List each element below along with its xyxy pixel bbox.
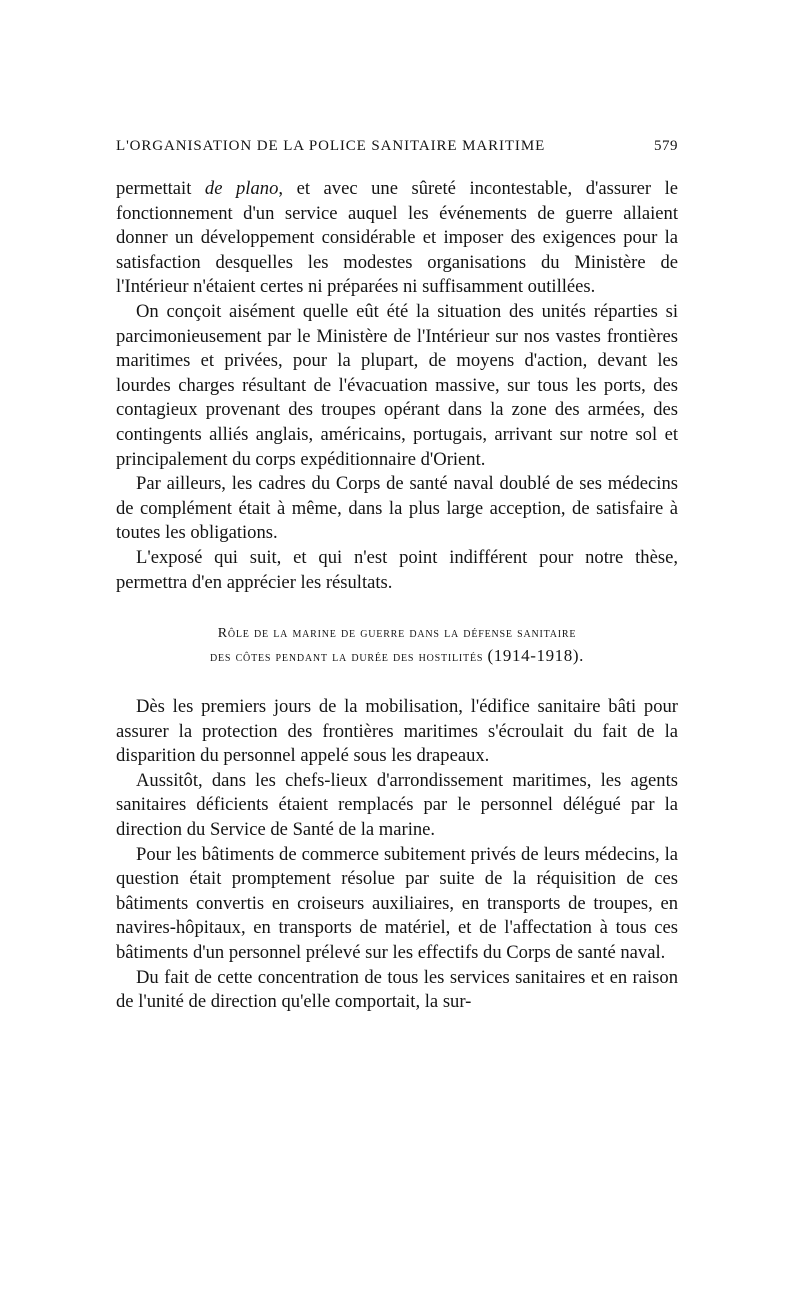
section-heading-years: (1914-1918). xyxy=(487,646,584,666)
section-heading-line-2 xyxy=(116,645,678,669)
paragraph: Aussitôt, dans les chefs-lieux d'arrondissement maritimes, les agents sanitaires déficients étaient remplacés par le personnel délégué par la direction du Service de Santé de la marine. xyxy=(116,769,678,841)
page-number: 579 xyxy=(654,138,678,154)
paragraph xyxy=(116,177,678,300)
running-head-title: L'ORGANISATION DE LA POLICE SANITAIRE MARITIME xyxy=(116,138,546,154)
body-text-before xyxy=(116,177,678,595)
paragraph: Dès les premiers jours de la mobilisation, l'édifice sanitaire bâti pour assurer la protection des frontières maritimes s'écroulait du fait de la disparition du personnel appelé sous les drapeaux. xyxy=(116,696,678,767)
paragraph-lead: permettait xyxy=(116,178,205,199)
running-head xyxy=(116,138,678,155)
body-text-after xyxy=(116,695,678,1015)
section-heading-text: des côtes pendant la durée des hostilités xyxy=(210,650,488,666)
book-page xyxy=(116,138,678,1015)
paragraph: Par ailleurs, les cadres du Corps de santé naval doublé de ses médecins de complément était à même, dans la plus large acception, de satisfaire à toutes les obligations. xyxy=(116,473,678,544)
section-heading-line-1: Rôle de la marine de guerre dans la défense sanitaire xyxy=(217,626,577,642)
italic-phrase: de plano xyxy=(204,178,279,199)
section-heading xyxy=(116,623,678,669)
paragraph: Pour les bâtiments de commerce subitement privés de leurs médecins, la question était promptement résolue par suite de la réquisition de ces bâtiments convertis en croiseurs auxiliaires, en transports de troupes, en navires-hôpitaux, en transports de matériel, et de l'affectation à tous ces bâtiments d'un personnel prélevé sur les effectifs du Corps de santé naval. xyxy=(116,843,678,964)
paragraph: L'exposé qui suit, et qui n'est point indifférent pour notre thèse, permettra d'en apprécier les résultats. xyxy=(116,546,678,593)
paragraph: Du fait de cette concentration de tous les services sanitaires et en raison de l'unité de direction qu'elle comportait, la sur- xyxy=(116,966,678,1013)
paragraph: On conçoit aisément quelle eût été la situation des unités réparties si parcimonieusement par le Ministère de l'Intérieur sur nos vastes frontières maritimes et privées, pour la plupart, de moyens d'action, devant les lourdes charges résultant de l'évacuation massive, sur tous les ports, des contagieux provenant des troupes opérant dans la zone des armées, des contingents alliés anglais, américains, portugais, arrivant sur notre sol et principalement du corps expéditionnaire d'Orient. xyxy=(116,300,678,470)
paragraph-text: , et avec une sûreté incontestable, d'assurer le fonctionnement d'un service auquel les événements de guerre allaient donner un développement considérable et imposer des exigences pour la satisfaction desquelles les modestes organisations du Ministère de l'Intérieur n'étaient certes ni préparées ni suffisamment outillées. xyxy=(116,178,678,298)
